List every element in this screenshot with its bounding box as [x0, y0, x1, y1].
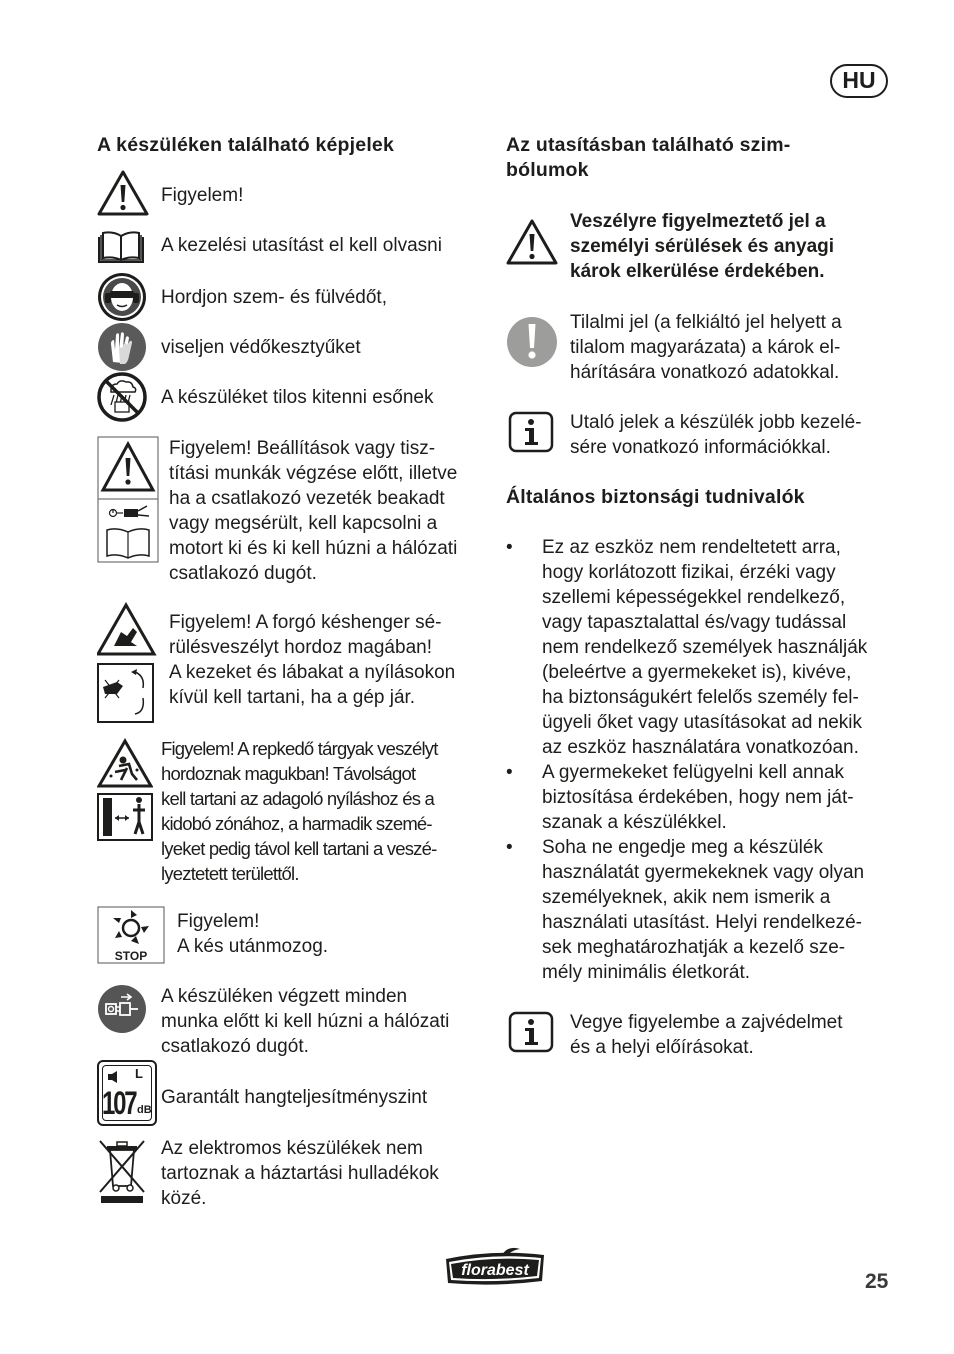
sound-level-icon	[97, 1060, 157, 1126]
speaker-icon	[107, 1070, 119, 1084]
pictogram-row	[97, 1136, 492, 1211]
pictogram-row	[97, 736, 492, 886]
pictogram-text: A kezelési utasítást el kell olvasni	[161, 235, 442, 256]
note-row	[506, 1010, 898, 1060]
pictogram-row	[97, 436, 492, 586]
pictogram-text: Figyelem!	[161, 185, 244, 206]
rotating-blade-icon	[97, 602, 157, 726]
unplug-icon	[97, 984, 147, 1034]
pictogram-row	[97, 169, 492, 217]
right-heading: Az utasításban található szim- bólumok	[506, 134, 791, 181]
pictogram-text: A készüléket tilos kitenni esőnek	[161, 387, 434, 408]
info-icon	[506, 1010, 558, 1056]
pictogram-text: A készüléken végzett minden munka előtt ki kell húzni a hálózati csatlakozó dugót.	[161, 986, 450, 1057]
page-number: 25	[865, 1270, 889, 1293]
language-badge: HU	[830, 64, 888, 98]
warning-triangle-icon	[506, 209, 558, 267]
read-manual-icon	[97, 229, 145, 263]
pictogram-text: Figyelem! Beállítások vagy tisz- títási munkák végzése előtt, illetve ha a csatlakozó vezeték beakadt vagy megsérült, kell kapcsolni a motort ki és ki kell húzni a hálózati csatlakozó dugót.	[169, 438, 458, 584]
pictogram-text: Az elektromos készülékek nem tartoznak a háztartási hulladékok közé.	[161, 1138, 439, 1209]
warning-triangle-icon	[97, 169, 149, 217]
pictogram-row	[97, 1060, 492, 1126]
flying-objects-icon	[97, 736, 153, 844]
safety-bullet-list	[506, 535, 898, 985]
pictogram-row	[97, 906, 492, 964]
prohibition-icon	[506, 310, 558, 370]
safety-heading: Általános biztonsági tudnivalók	[506, 486, 805, 508]
sound-unit: dB	[137, 1104, 152, 1116]
blade-stop-icon	[97, 906, 165, 964]
pictogram-row	[97, 272, 492, 322]
symbol-text: Utaló jelek a készülék jobb kezelé- sére vonatkozó információkkal.	[570, 412, 862, 458]
svg-text:STOP: STOP	[114, 949, 148, 963]
list-item: • Soha ne engedje meg a készülék használatát gyermekeknek vagy olyan személyeknek, akik nem ismerik a használati utasítást. Helyi rendelkezé- sek meghatározhatják a kezelő sze- mély minimális életkorát.	[506, 835, 898, 985]
eye-ear-protection-icon	[97, 272, 147, 322]
pictogram-text: Garantált hangteljesítményszint	[161, 1087, 428, 1108]
list-item: • Ez az eszköz nem rendeltetett arra, hogy korlátozott fizikai, érzéki vagy szellemi képességekkel rendelkező, vagy tapasztalattal és/vagy tudással nem rendelkező személyek használják (beleértve a gyermekeket is), kivéve, ha biztonságukért felelős személy fel- ügyeli őket vagy utasításokat ad nekik az eszköz használatára vonatkozóan.	[506, 535, 898, 760]
pictogram-text: Figyelem! A kés utánmozog.	[177, 911, 329, 957]
florabest-logo	[442, 1247, 548, 1289]
pictogram-row	[97, 372, 492, 422]
warning-unplug-icon	[97, 436, 159, 563]
pictogram-row	[97, 229, 492, 263]
list-item: • A gyermekeket felügyelni kell annak biztosítása érdekében, hogy nem ját- szanak a készülékkel.	[506, 760, 898, 835]
pictogram-text: Hordjon szem- és fülvédőt,	[161, 287, 387, 308]
symbol-row	[506, 310, 898, 385]
logo-text: florabest	[461, 1262, 529, 1279]
symbol-row	[506, 209, 898, 284]
pictogram-row	[97, 322, 492, 372]
sound-value: 107	[102, 1085, 136, 1121]
note-text: Vegye figyelembe a zajvédelmet és a helyi előírásokat.	[570, 1012, 843, 1058]
pictogram-text: Figyelem! A forgó késhenger sé- rülésveszélyt hordoz magában! A kezeket és lábakat a nyílásokon kívül kell tartani, ha a gép jár.	[169, 612, 456, 708]
gloves-icon	[97, 322, 147, 372]
pictogram-row	[97, 984, 492, 1059]
symbol-text: Veszélyre figyelmeztető jel a személyi sérülések és anyagi károk elkerülése érdekében.	[570, 211, 835, 282]
pictogram-text: Figyelem! A repkedő tárgyak veszélyt hordoznak magukban! Távolságot kell tartani az adagoló nyíláshoz és a kidobó zónához, a harmadik szemé- lyeket pedig távol kell tartani a veszé- lyeztetett területtől.	[161, 738, 438, 884]
pictogram-text: viseljen védőkesztyűket	[161, 337, 361, 358]
symbol-text: Tilalmi jel (a felkiáltó jel helyett a tilalom magyarázata) a károk el- hárítására vonatkozó adatokkal.	[570, 312, 842, 383]
symbol-row	[506, 410, 898, 460]
pictogram-row	[97, 602, 492, 726]
sound-label: L	[135, 1066, 143, 1081]
info-icon	[506, 410, 558, 456]
left-heading: A készüléken található képjelek	[97, 134, 395, 156]
weee-bin-icon	[97, 1136, 147, 1206]
no-rain-icon	[97, 372, 147, 422]
